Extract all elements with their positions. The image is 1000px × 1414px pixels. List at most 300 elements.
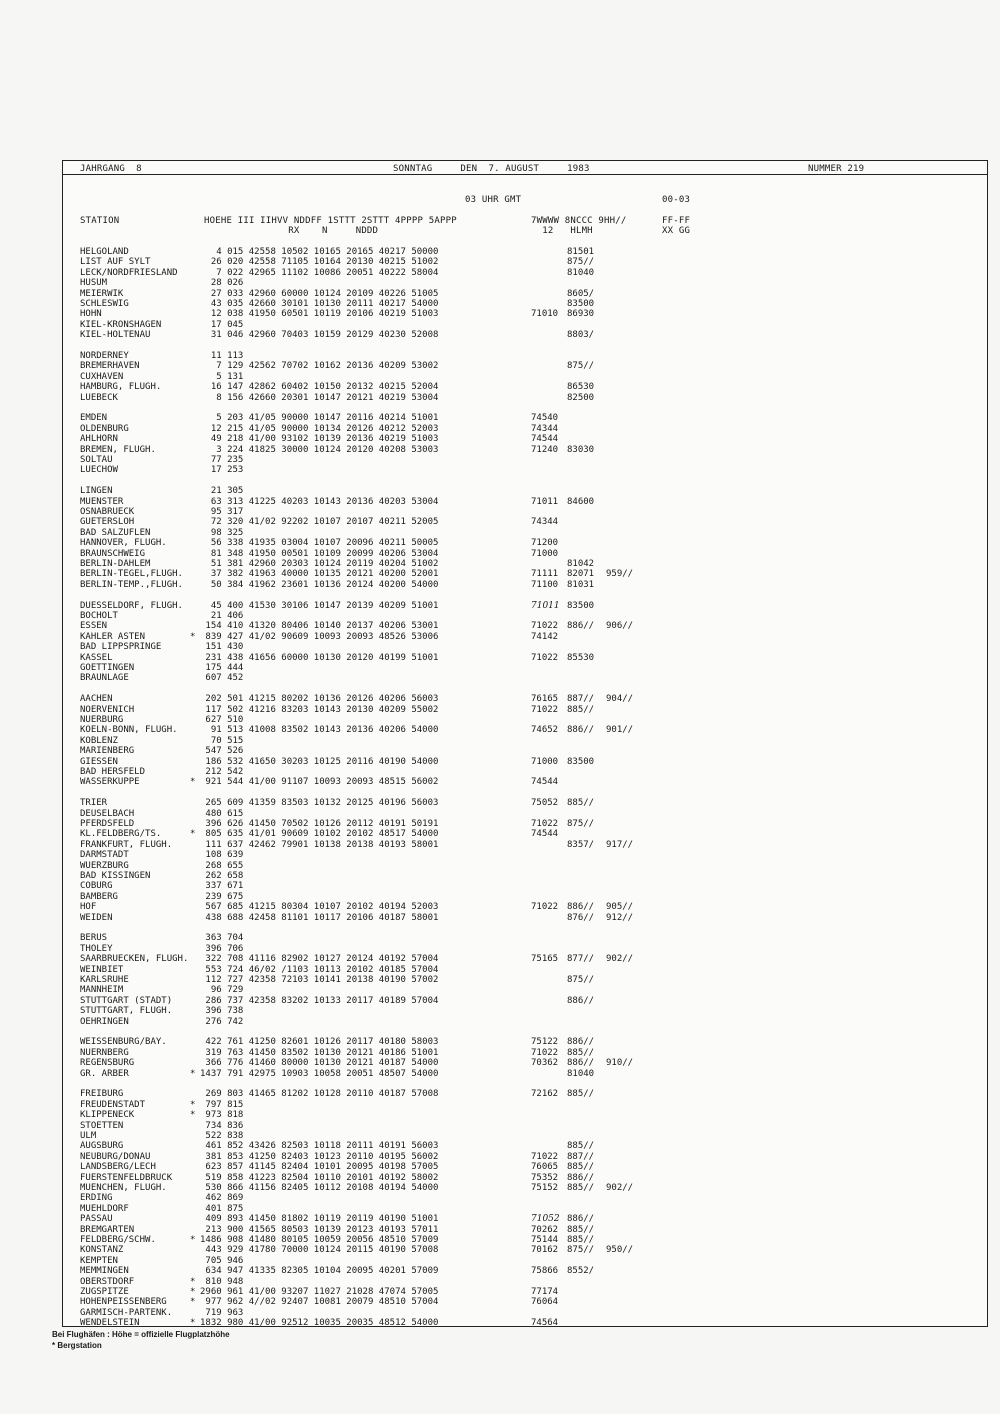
observation-data: 186 532 41650 30203 10125 20116 40190 54000 — [200, 756, 439, 767]
group-8-value: 81040 — [567, 1068, 595, 1079]
group-7-value: 71011 — [531, 496, 559, 507]
observation-data: 202 501 41215 80202 10136 20126 40206 56003 — [200, 694, 439, 705]
station-row — [0, 892, 1000, 902]
station-name: NUERNBERG — [80, 1047, 129, 1058]
station-row — [0, 871, 1000, 881]
observation-data: 31 046 42960 70403 10159 20129 40230 52008 — [200, 330, 439, 341]
group-8-value: 82500 — [567, 392, 595, 403]
station-name: KAHLER ASTEN — [80, 631, 146, 642]
station-name: ULM — [80, 1131, 97, 1141]
group-8-value: 876// — [567, 912, 595, 923]
station-name: MEIERWIK — [80, 288, 124, 299]
station-name: LUEBECK — [80, 392, 118, 403]
group-7-value: 71000 — [531, 756, 559, 767]
group-7-value: 75352 — [531, 1172, 559, 1183]
group-8-value: 8357/ — [567, 839, 595, 850]
station-name: NUERBURG — [80, 715, 124, 725]
station-row — [0, 621, 1000, 631]
station-name: KIEL-KRONSHAGEN — [80, 319, 162, 330]
station-name: LANDSBERG/LECH — [80, 1162, 156, 1173]
station-name: SCHLESWIG — [80, 299, 129, 309]
station-row — [0, 372, 1000, 382]
station-name: DUESSELDORF, FLUGH. — [80, 600, 183, 611]
station-row — [0, 1069, 1000, 1079]
station-name: KL.FELDBERG/TS. — [80, 829, 162, 840]
group-7-value: 74344 — [531, 517, 559, 528]
observation-data: 547 526 — [200, 746, 244, 757]
station-row — [0, 850, 1000, 860]
observation-data: 7 129 42562 70702 10162 20136 40209 53002 — [200, 361, 439, 372]
observation-data: 26 020 42558 71105 10164 20130 40215 51002 — [200, 257, 439, 268]
station-name: LECK/NORDFRIESLAND — [80, 267, 178, 278]
station-name: NORDERNEY — [80, 351, 129, 361]
station-row — [0, 746, 1000, 756]
observation-data: 522 838 — [200, 1131, 244, 1141]
station-row — [0, 1173, 1000, 1183]
group-8-value: 885// — [567, 1183, 595, 1193]
station-name: REGENSBURG — [80, 1058, 135, 1069]
station-name: BAD HERSFELD — [80, 767, 146, 777]
observation-data: 443 929 41780 70000 10124 20115 40190 57008 — [200, 1245, 439, 1256]
station-row — [0, 486, 1000, 496]
group-8-value: 887// — [567, 1151, 595, 1162]
station-name: HOF — [80, 902, 97, 913]
group-8-value: 885// — [567, 1141, 595, 1152]
station-name: THOLEY — [80, 943, 113, 954]
observation-data: 461 852 43426 82503 10118 20111 40191 56003 — [200, 1141, 439, 1152]
group-9-value: 910// — [606, 1058, 634, 1069]
mountain-station-marker: * — [190, 1068, 196, 1079]
mountain-station-marker: * — [190, 829, 196, 840]
station-name: WEIDEN — [80, 912, 113, 923]
observation-data: 175 444 — [200, 663, 244, 673]
group-8-value: 886// — [567, 725, 595, 736]
group-column-subheader: 12 HLMH — [531, 226, 593, 236]
group-8-value: 886// — [567, 902, 595, 913]
observation-data: 63 313 41225 40203 10143 20136 40203 53004 — [200, 496, 439, 507]
station-row — [0, 299, 1000, 309]
observation-data: 5 131 — [200, 371, 244, 382]
station-name: KOBLENZ — [80, 735, 118, 746]
group-8-value: 83030 — [567, 444, 595, 455]
group-7-value: 74544 — [531, 434, 559, 445]
station-name: LIST AUF SYLT — [80, 257, 151, 268]
station-name: BREMEN, FLUGH. — [80, 444, 156, 455]
station-name: HELGOLAND — [80, 247, 129, 257]
group-9-value: 905// — [606, 902, 634, 913]
group-7-value: 75052 — [531, 798, 559, 809]
observation-data: 12 215 41/05 90000 10134 20126 40212 52003 — [200, 423, 439, 434]
station-row — [0, 1141, 1000, 1151]
observation-data: 2960 961 41/00 93207 11027 21028 47074 57005 — [200, 1287, 439, 1297]
observation-data: 213 900 41565 80503 10139 20123 40193 57011 — [200, 1224, 439, 1235]
station-row — [0, 1089, 1000, 1099]
group-7-value: 71200 — [531, 538, 559, 549]
group-7-value: 74564 — [531, 1318, 559, 1329]
observation-data: 530 866 41156 82405 10112 20108 40194 54000 — [200, 1183, 439, 1193]
mountain-station-marker: * — [190, 1235, 196, 1245]
station-name: KARLSRUHE — [80, 975, 129, 985]
group-9-value: 906// — [606, 621, 634, 632]
group-7-value: 75152 — [531, 1183, 559, 1193]
observation-data: 17 253 — [200, 465, 244, 476]
group-7-value: 71022 — [531, 1047, 559, 1058]
station-name: FRANKFURT, FLUGH. — [80, 839, 173, 850]
observation-data: 117 502 41216 83203 10143 20130 40209 55002 — [200, 704, 439, 715]
station-row — [0, 861, 1000, 871]
group-8-value: 887// — [567, 694, 595, 705]
group-9-value: 902// — [606, 1183, 634, 1193]
mountain-station-marker: * — [190, 777, 196, 788]
observation-data: 623 857 41145 82404 10101 20095 40198 57005 — [200, 1162, 439, 1173]
observation-data: 98 325 — [200, 527, 244, 538]
station-row — [0, 601, 1000, 611]
observation-data: 269 803 41465 81202 10128 20110 40187 57008 — [200, 1089, 439, 1100]
station-row — [0, 715, 1000, 725]
group-8-value: 83500 — [567, 600, 595, 611]
observation-data: 49 218 41/00 93102 10139 20136 40219 51003 — [200, 434, 439, 445]
station-name: MARIENBERG — [80, 746, 135, 757]
group-8-value: 886// — [567, 1058, 595, 1069]
group-9-value: 917// — [606, 839, 634, 850]
station-row — [0, 1277, 1000, 1287]
date-label: SONNTAG DEN 7. AUGUST 1983 — [393, 164, 590, 174]
station-name: GR. ARBER — [80, 1068, 129, 1079]
observation-data: 265 609 41359 83503 10132 20125 40196 56003 — [200, 798, 439, 809]
observation-data: 11 113 — [200, 351, 244, 361]
group-8-value: 85530 — [567, 652, 595, 663]
group-8-value: 84600 — [567, 496, 595, 507]
station-name: GUETERSLOH — [80, 517, 135, 528]
station-name: KONSTANZ — [80, 1245, 124, 1256]
station-name: KOELN-BONN, FLUGH. — [80, 725, 178, 736]
station-row — [0, 1266, 1000, 1276]
station-row — [0, 361, 1000, 371]
group-8-value: 81042 — [567, 559, 595, 569]
station-row — [0, 985, 1000, 995]
station-row — [0, 1225, 1000, 1235]
station-row — [0, 549, 1000, 559]
station-name: CUXHAVEN — [80, 371, 124, 382]
group-8-value: 8803/ — [567, 330, 595, 341]
group-7-value: 71100 — [531, 579, 559, 590]
group-9-value: 950// — [606, 1245, 634, 1256]
station-name: KASSEL — [80, 652, 113, 663]
group-7-value: 71022 — [531, 819, 559, 829]
observation-data: 634 947 41335 82305 10104 20095 40201 57009 — [200, 1266, 439, 1277]
observation-data: 12 038 41950 60501 10119 20106 40219 51003 — [200, 309, 439, 320]
station-name: COBURG — [80, 881, 113, 892]
station-row — [0, 1318, 1000, 1328]
station-row — [0, 1152, 1000, 1162]
station-name: HOHN — [80, 309, 102, 320]
observation-data: 438 688 42458 81101 10117 20106 40187 58001 — [200, 912, 439, 923]
station-row — [0, 829, 1000, 839]
observation-data: 112 727 42358 72103 10141 20138 40190 57002 — [200, 975, 439, 985]
mountain-station-marker: * — [190, 1099, 196, 1110]
mountain-station-marker: * — [190, 1287, 196, 1297]
station-name: TRIER — [80, 798, 108, 809]
group-7-value: 71111 — [531, 569, 559, 580]
station-name: BAD LIPPSPRINGE — [80, 642, 162, 653]
observation-data: 262 658 — [200, 871, 244, 881]
station-row — [0, 434, 1000, 444]
station-name: HUSUM — [80, 278, 108, 289]
observation-data: 21 406 — [200, 611, 244, 621]
station-name: FREUDENSTADT — [80, 1099, 146, 1110]
observation-data: 91 513 41008 83502 10143 20136 40206 54000 — [200, 725, 439, 736]
group-9-value: 901// — [606, 725, 634, 736]
observation-data: 839 427 41/02 90609 10093 20093 48526 53006 — [200, 631, 439, 642]
observation-data: 734 836 — [200, 1120, 244, 1131]
station-row — [0, 247, 1000, 257]
observation-data: 16 147 42862 60402 10150 20132 40215 52004 — [200, 382, 439, 393]
observation-data: 239 675 — [200, 891, 244, 902]
group-7-value: 74344 — [531, 423, 559, 434]
footnote-airports: Bei Flughäfen : Höhe = offizielle Flugplatzhöhe — [52, 1330, 230, 1339]
group-8-value: 885// — [567, 798, 595, 809]
group-8-value: 886// — [567, 1037, 595, 1048]
observation-data: 797 815 — [200, 1099, 244, 1110]
group-7-value: 71011 — [531, 600, 560, 611]
group-7-value: 77174 — [531, 1287, 559, 1297]
station-name: WEINBIET — [80, 964, 124, 975]
station-name: MUEHLDORF — [80, 1203, 129, 1214]
group-7-value: 74544 — [531, 777, 559, 788]
station-name: KLIPPENECK — [80, 1110, 135, 1121]
station-name: KEMPTEN — [80, 1255, 118, 1266]
station-row — [0, 257, 1000, 267]
observation-data: 70 515 — [200, 735, 244, 746]
group-7-value: 71240 — [531, 444, 559, 455]
station-row — [0, 1162, 1000, 1172]
station-row — [0, 975, 1000, 985]
group-7-value: 71022 — [531, 902, 559, 913]
station-row — [0, 497, 1000, 507]
station-name: BERUS — [80, 933, 108, 944]
station-row — [0, 1006, 1000, 1016]
group-7-value: 76065 — [531, 1162, 559, 1173]
observation-data: 921 544 41/00 91107 10093 20093 48515 56002 — [200, 777, 439, 788]
observation-data: 705 946 — [200, 1255, 244, 1266]
station-name: HANNOVER, FLUGH. — [80, 538, 167, 549]
group-7-value: 71022 — [531, 652, 559, 663]
station-name: EMDEN — [80, 413, 108, 424]
station-row — [0, 465, 1000, 475]
group-7-value: 74544 — [531, 829, 559, 840]
main-column-header: HOEHE III IIHVV NDDFF 1STTT 2STTT 4PPPP 5APPP — [204, 216, 457, 226]
station-row — [0, 1058, 1000, 1068]
station-name: NEUBURG/DONAU — [80, 1151, 151, 1162]
time-label-2: 00-03 — [662, 195, 691, 205]
observation-data: 422 761 41250 82601 10126 20117 40180 58003 — [200, 1037, 439, 1048]
station-name: WEISSENBURG/BAY. — [80, 1037, 167, 1048]
station-row — [0, 1121, 1000, 1131]
station-row — [0, 1193, 1000, 1203]
station-row — [0, 996, 1000, 1006]
station-row — [0, 673, 1000, 683]
station-name: NOERVENICH — [80, 704, 135, 715]
group-9-value: 959// — [606, 569, 634, 580]
group-8-value: 886// — [567, 1172, 595, 1183]
group-7-value: 74540 — [531, 413, 559, 424]
observation-data: 337 671 — [200, 881, 244, 892]
observation-data: 17 045 — [200, 319, 244, 330]
group-8-value: 83500 — [567, 299, 595, 309]
observation-data: 519 858 41223 82504 10110 20101 40192 58002 — [200, 1172, 439, 1183]
station-row — [0, 933, 1000, 943]
observation-data: 95 317 — [200, 507, 244, 517]
station-row — [0, 1235, 1000, 1245]
group-8-value: 875// — [567, 361, 595, 372]
observation-data: 286 737 42358 83202 10133 20117 40189 57004 — [200, 995, 439, 1006]
group-8-value: 875// — [567, 975, 595, 985]
group-9-value: 904// — [606, 694, 634, 705]
station-row — [0, 320, 1000, 330]
observation-data: 72 320 41/02 92202 10107 20107 40211 52005 — [200, 517, 439, 528]
station-row — [0, 538, 1000, 548]
observation-data: 805 635 41/01 90609 10102 20102 48517 54000 — [200, 829, 439, 840]
group-7-value: 74142 — [531, 631, 559, 642]
station-name: HOHENPEISSENBERG — [80, 1297, 167, 1308]
station-name: BERLIN-TEGEL,FLUGH. — [80, 569, 183, 580]
observation-data: 28 026 — [200, 278, 244, 289]
observation-data: 77 235 — [200, 455, 244, 465]
station-name: PFERDSFELD — [80, 819, 135, 829]
station-row — [0, 944, 1000, 954]
station-row — [0, 382, 1000, 392]
observation-data: 51 381 42960 20303 10124 20119 40204 51002 — [200, 559, 439, 569]
station-name: SOLTAU — [80, 455, 113, 465]
group-7-value: 76165 — [531, 694, 559, 705]
station-name: LUECHOW — [80, 465, 118, 476]
mountain-station-marker: * — [190, 1297, 196, 1308]
station-row — [0, 309, 1000, 319]
group-8-value: 81031 — [567, 579, 595, 590]
observation-data: 381 853 41250 82403 10123 20110 40195 56002 — [200, 1151, 439, 1162]
station-name: AUGSBURG — [80, 1141, 124, 1152]
station-row — [0, 757, 1000, 767]
observation-data: 396 626 41450 70502 10126 20112 40191 50191 — [200, 819, 439, 829]
station-name: LINGEN — [80, 486, 113, 497]
station-row — [0, 1131, 1000, 1141]
group-8-value: 86530 — [567, 382, 595, 393]
observation-data: 627 510 — [200, 715, 244, 725]
group-7-value: 70362 — [531, 1058, 559, 1069]
station-name: BERLIN-TEMP.,FLUGH. — [80, 579, 183, 590]
group-8-value: 8605/ — [567, 288, 595, 299]
observation-data: 396 706 — [200, 943, 244, 954]
group-8-value: 885// — [567, 1235, 595, 1245]
station-row — [0, 777, 1000, 787]
group-7-value: 76064 — [531, 1297, 559, 1308]
station-row — [0, 642, 1000, 652]
group-7-value: 72162 — [531, 1089, 559, 1100]
station-name: OLDENBURG — [80, 423, 129, 434]
station-name: ESSEN — [80, 621, 108, 632]
jahrgang-label: JAHRGANG 8 — [80, 164, 142, 174]
station-row — [0, 278, 1000, 288]
group-8-value: 86930 — [567, 309, 595, 320]
observation-data: 1437 791 42975 10903 10058 20051 48507 54000 — [200, 1068, 439, 1079]
group-8-value: 875// — [567, 819, 595, 829]
station-name: MEMMINGEN — [80, 1266, 129, 1277]
station-name: FELDBERG/SCHW. — [80, 1235, 156, 1245]
group-7-value: 71022 — [531, 621, 559, 632]
station-row — [0, 1037, 1000, 1047]
station-row — [0, 819, 1000, 829]
station-name: OEHRINGEN — [80, 1016, 129, 1027]
station-row — [0, 569, 1000, 579]
main-column-subheader: RX N NDDD — [204, 226, 379, 236]
station-name: GARMISCH-PARTENK. — [80, 1307, 173, 1318]
group-7-value: 71000 — [531, 548, 559, 559]
observation-data: 319 763 41450 83502 10130 20121 40186 51001 — [200, 1047, 439, 1058]
observation-data: 1486 908 41480 80105 10059 20056 48510 57009 — [200, 1235, 439, 1245]
group-8-value: 885// — [567, 1224, 595, 1235]
station-name: BAMBERG — [80, 891, 118, 902]
group-9-value: 902// — [606, 954, 634, 965]
mountain-station-marker: * — [190, 631, 196, 642]
footnote-mountain: * Bergstation — [52, 1341, 102, 1350]
issue-number: NUMMER 219 — [808, 164, 865, 174]
station-name: SAARBRUECKEN, FLUGH. — [80, 954, 189, 965]
station-row — [0, 424, 1000, 434]
station-row — [0, 694, 1000, 704]
observation-data: 154 410 41320 80406 10140 20137 40206 53001 — [200, 621, 439, 632]
station-name: ERDING — [80, 1193, 113, 1204]
station-row — [0, 330, 1000, 340]
observation-data: 366 776 41460 80000 10130 20121 40187 54000 — [200, 1058, 439, 1069]
group-7-value: 75122 — [531, 1037, 559, 1048]
group-8-value: 885// — [567, 1162, 595, 1173]
observation-data: 401 875 — [200, 1203, 244, 1214]
group-7-value: 70162 — [531, 1245, 559, 1256]
station-row — [0, 705, 1000, 715]
station-row — [0, 413, 1000, 423]
group-8-value: 885// — [567, 1089, 595, 1100]
group-8-value: 875// — [567, 257, 595, 268]
station-name: WENDELSTEIN — [80, 1318, 140, 1329]
station-name: BRAUNLAGE — [80, 673, 129, 684]
observation-data: 96 729 — [200, 985, 244, 996]
group-8-value: 886// — [567, 621, 595, 632]
observation-data: 3 224 41825 30000 10124 20120 40208 53003 — [200, 444, 439, 455]
station-row — [0, 1256, 1000, 1266]
group-7-value: 71022 — [531, 1151, 559, 1162]
station-row — [0, 1183, 1000, 1193]
station-name: BREMERHAVEN — [80, 361, 140, 372]
group-7-value: 71010 — [531, 309, 559, 320]
station-row — [0, 1204, 1000, 1214]
observation-data: 396 738 — [200, 1006, 244, 1017]
station-row — [0, 559, 1000, 569]
group-8-value: 885// — [567, 704, 595, 715]
observation-data: 567 685 41215 80304 10107 20102 40194 52003 — [200, 902, 439, 913]
station-row — [0, 965, 1000, 975]
group-7-value: 75144 — [531, 1235, 559, 1245]
group-7-value: 71022 — [531, 704, 559, 715]
station-name: WASSERKUPPE — [80, 777, 140, 788]
group-8-value: 877// — [567, 954, 595, 965]
ff-column-header: FF-FF — [662, 216, 691, 226]
mountain-station-marker: * — [190, 1318, 196, 1329]
station-name: AHLHORN — [80, 434, 118, 445]
station-row — [0, 881, 1000, 891]
observation-data: 322 708 41116 82902 10127 20124 40192 57004 — [200, 954, 439, 965]
station-name: STOETTEN — [80, 1120, 124, 1131]
station-row — [0, 1048, 1000, 1058]
